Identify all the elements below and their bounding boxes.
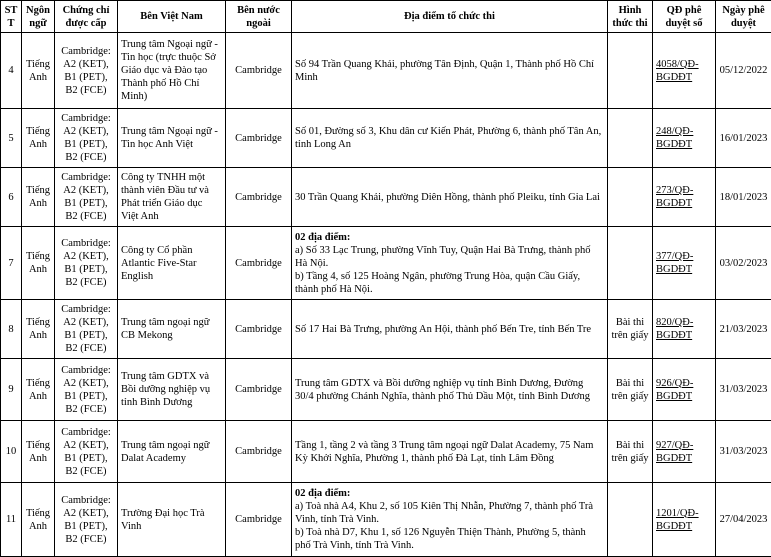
cell-stt: 11	[1, 483, 22, 557]
decision-link[interactable]: 820/QĐ-BGDĐT	[656, 317, 693, 341]
header-decision: QĐ phê duyệt số	[653, 1, 716, 33]
location-address: a) Toà nhà A4, Khu 2, số 105 Kiên Thị Nhẫn, Phường 7, thành phố Trà Vinh, tỉnh Trà Vinh.	[295, 500, 604, 526]
location-address: Số 01, Đường số 3, Khu dân cư Kiến Phát, Phường 6, thành phố Tân An, tỉnh Long An	[295, 125, 604, 151]
table-row	[1, 421, 771, 483]
cell-vn-party: Trường Đại học Trà Vinh	[118, 483, 226, 557]
cell-vn-party: Trung tâm ngoại ngữ CB Mekong	[118, 300, 226, 359]
decision-link[interactable]: 273/QĐ-BGDĐT	[656, 185, 693, 209]
decision-link[interactable]: 377/QĐ-BGDĐT	[656, 251, 693, 275]
table-row	[1, 168, 771, 227]
cell-decision	[653, 109, 716, 168]
cell-certificate: Cambridge: A2 (KET), B1 (PET), B2 (FCE)	[55, 33, 118, 109]
cell-location	[292, 33, 608, 109]
cell-foreign-party: Cambridge	[226, 109, 292, 168]
cell-format: Bài thi trên giấy	[608, 359, 653, 421]
cell-date: 21/03/2023	[716, 300, 771, 359]
cell-date: 27/04/2023	[716, 483, 771, 557]
table-row	[1, 300, 771, 359]
cell-foreign-party: Cambridge	[226, 168, 292, 227]
cell-location	[292, 300, 608, 359]
cell-certificate: Cambridge: A2 (KET), B1 (PET), B2 (FCE)	[55, 109, 118, 168]
location-address: Số 94 Trần Quang Khải, phường Tân Định, Quận 1, Thành phố Hồ Chí Minh	[295, 58, 604, 84]
cell-location	[292, 168, 608, 227]
location-address: Tầng 1, tầng 2 và tầng 3 Trung tâm ngoại ngữ Dalat Academy, 75 Nam Kỳ Khởi Nghĩa, Phường 1, thành phố Đà Lạt, tỉnh Lâm Đồng	[295, 439, 604, 465]
cell-stt: 4	[1, 33, 22, 109]
location-address: a) Số 33 Lạc Trung, phường Vĩnh Tuy, Quận Hai Bà Trưng, thành phố Hà Nội.	[295, 244, 604, 270]
cell-foreign-party: Cambridge	[226, 33, 292, 109]
cell-decision	[653, 33, 716, 109]
location-count-title: 02 địa điểm:	[295, 231, 604, 244]
cell-stt: 7	[1, 227, 22, 300]
cell-format: Bài thi trên giấy	[608, 300, 653, 359]
header-foreign-party: Bên nước ngoài	[226, 1, 292, 33]
cell-certificate: Cambridge: A2 (KET), B1 (PET), B2 (FCE)	[55, 483, 118, 557]
cell-format	[608, 168, 653, 227]
cell-stt: 10	[1, 421, 22, 483]
cell-language: Tiếng Anh	[22, 33, 55, 109]
location-address: Số 17 Hai Bà Trưng, phường An Hội, thành phố Bến Tre, tỉnh Bến Tre	[295, 323, 604, 336]
cell-decision	[653, 227, 716, 300]
cell-certificate: Cambridge: A2 (KET), B1 (PET), B2 (FCE)	[55, 168, 118, 227]
cell-date: 31/03/2023	[716, 421, 771, 483]
cell-vn-party: Trung tâm Ngoại ngữ - Tin học Anh Việt	[118, 109, 226, 168]
cell-decision	[653, 421, 716, 483]
decision-link[interactable]: 4058/QĐ-BGDĐT	[656, 59, 699, 83]
table-row	[1, 483, 771, 557]
cell-format	[608, 33, 653, 109]
cell-vn-party: Công ty Cổ phần Atlantic Five-Star English	[118, 227, 226, 300]
location-address: 30 Trần Quang Khải, phường Diên Hồng, thành phố Pleiku, tỉnh Gia Lai	[295, 191, 604, 204]
header-row	[1, 1, 771, 33]
cell-format: Bài thi trên giấy	[608, 421, 653, 483]
cell-certificate: Cambridge: A2 (KET), B1 (PET), B2 (FCE)	[55, 421, 118, 483]
cell-decision	[653, 168, 716, 227]
decision-link[interactable]: 927/QĐ-BGDĐT	[656, 440, 693, 464]
cell-decision	[653, 359, 716, 421]
cell-date: 18/01/2023	[716, 168, 771, 227]
cell-vn-party: Trung tâm GDTX và Bồi dưỡng nghiệp vụ tỉnh Bình Dương	[118, 359, 226, 421]
cell-location	[292, 227, 608, 300]
cell-stt: 5	[1, 109, 22, 168]
cell-date: 03/02/2023	[716, 227, 771, 300]
decision-link[interactable]: 248/QĐ-BGDĐT	[656, 126, 693, 150]
table-row	[1, 359, 771, 421]
header-certificate: Chứng chỉ được cấp	[55, 1, 118, 33]
cell-stt: 8	[1, 300, 22, 359]
cell-date: 16/01/2023	[716, 109, 771, 168]
cell-location	[292, 359, 608, 421]
cell-language: Tiếng Anh	[22, 300, 55, 359]
table-row	[1, 227, 771, 300]
cell-language: Tiếng Anh	[22, 421, 55, 483]
location-count-title: 02 địa điểm:	[295, 487, 604, 500]
cell-foreign-party: Cambridge	[226, 421, 292, 483]
cell-format	[608, 109, 653, 168]
cell-vn-party: Công ty TNHH một thành viên Đầu tư và Phát triển Giáo dục Việt Anh	[118, 168, 226, 227]
table-row	[1, 109, 771, 168]
cell-language: Tiếng Anh	[22, 109, 55, 168]
header-format: Hình thức thi	[608, 1, 653, 33]
cell-location	[292, 109, 608, 168]
header-stt: ST T	[1, 1, 22, 33]
cell-stt: 6	[1, 168, 22, 227]
cell-language: Tiếng Anh	[22, 168, 55, 227]
cell-date: 31/03/2023	[716, 359, 771, 421]
cell-language: Tiếng Anh	[22, 483, 55, 557]
decision-link[interactable]: 926/QĐ-BGDĐT	[656, 378, 693, 402]
cell-certificate: Cambridge: A2 (KET), B1 (PET), B2 (FCE)	[55, 227, 118, 300]
cell-stt: 9	[1, 359, 22, 421]
location-address: Trung tâm GDTX và Bồi dưỡng nghiệp vụ tỉnh Bình Dương, Đường 30/4 phường Chánh Nghĩa, thành phố Thủ Dầu Một, tỉnh Bình Dương	[295, 377, 604, 403]
location-address: b) Tầng 4, số 125 Hoàng Ngân, phường Trung Hòa, quận Cầu Giấy, thành phố Hà Nội.	[295, 270, 604, 296]
cell-vn-party: Trung tâm Ngoại ngữ - Tin học (trực thuộc Sở Giáo dục và Đào tạo Thành phố Hồ Chí Minh)	[118, 33, 226, 109]
cell-foreign-party: Cambridge	[226, 359, 292, 421]
cell-foreign-party: Cambridge	[226, 300, 292, 359]
cell-decision	[653, 300, 716, 359]
cell-format	[608, 227, 653, 300]
cell-decision	[653, 483, 716, 557]
cell-certificate: Cambridge: A2 (KET), B1 (PET), B2 (FCE)	[55, 300, 118, 359]
cell-foreign-party: Cambridge	[226, 227, 292, 300]
cell-location	[292, 421, 608, 483]
header-location: Địa điểm tổ chức thi	[292, 1, 608, 33]
cell-foreign-party: Cambridge	[226, 483, 292, 557]
cell-language: Tiếng Anh	[22, 227, 55, 300]
cell-format	[608, 483, 653, 557]
table-body	[1, 33, 771, 557]
decision-link[interactable]: 1201/QĐ-BGDĐT	[656, 508, 699, 532]
cell-certificate: Cambridge: A2 (KET), B1 (PET), B2 (FCE)	[55, 359, 118, 421]
cell-date: 05/12/2022	[716, 33, 771, 109]
header-vn-party: Bên Việt Nam	[118, 1, 226, 33]
cell-language: Tiếng Anh	[22, 359, 55, 421]
cell-location	[292, 483, 608, 557]
header-language: Ngôn ngữ	[22, 1, 55, 33]
location-address: b) Toà nhà D7, Khu 1, số 126 Nguyễn Thiện Thành, Phường 5, thành phố Trà Vinh, tỉnh Trà Vinh.	[295, 526, 604, 552]
table-row	[1, 33, 771, 109]
header-date: Ngày phê duyệt	[716, 1, 771, 33]
cell-vn-party: Trung tâm ngoại ngữ Dalat Academy	[118, 421, 226, 483]
